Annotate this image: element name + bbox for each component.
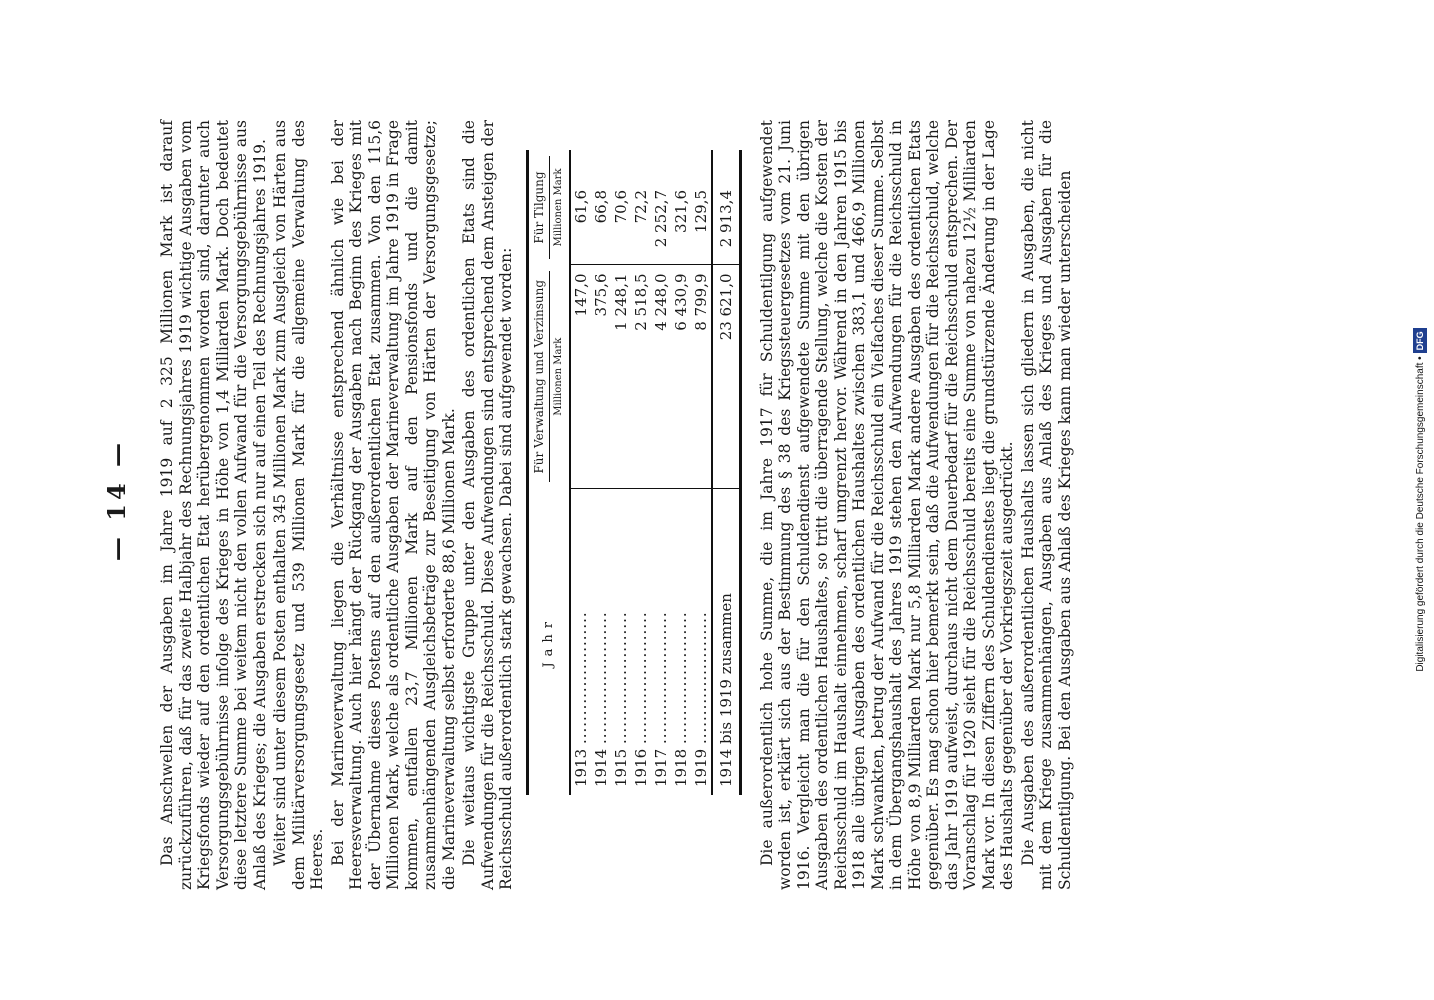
year-cell: 1919 ....................... [691, 611, 710, 787]
paragraph: Die außerordentlich hohe Summe, die im Jahre 1917 für Schuldentilgung aufgewendet worden ist, erklärt sich aus der Bestimmung des § 38 des Kriegssteuergesetzes vom 21. Juni 1916. Vergleicht man die für den Schuldendienst aufgewendete Summe mit den übrigen Ausgaben des ordentlichen Haushaltes, so tritt die überragende Stellung, welche die Kosten der Reichsschuld im Haushalt einnehmen, scharf umgrenzt hervor. Während in den Jahren 1915 bis 1918 alle übrigen Ausgaben des ordentlichen Haushaltes zwischen 383,1 und 466,9 Millionen Mark schwankten, betrug der Aufwand für die Reichsschuld ein Vielfaches dieser Summe. Selbst in dem Übergangshaushalt des Jahres 1919 stehen den Aufwendungen für die Reichsschuld in Höhe von 8,9 Milliarden Mark nur 5,8 Milliarden Mark andere Ausgaben des ordentlichen Etats gegenüber. Es mag schon hier bemerkt sein, daß die Aufwendungen für die Reichsschuld, welche das Jahr 1919 aufweist, durchaus nicht dem Dauerbedarf für die Reichsschuld entsprechen. Der Voranschlag für 1920 sieht für die Reichsschuld bereits eine Summe von nahezu 12½ Milliarden Mark vor. In diesen Ziffern des Schuldendienstes liegt die grundstürzende Änderung in der Lage des Haushalts gegenüber der Vorkriegszeit ausgedrückt. [757, 120, 1016, 890]
scanned-page [100, 0, 1300, 1000]
total-repayment: 2 913,4 [712, 150, 741, 265]
paragraph: Weiter sind unter diesem Posten enthalten 345 Millionen Mark zum Ausgleich von Härten aus dem Militärversorgungsgesetz und 539 Millionen Mark für die allgemeine Verwaltung des Heeres. [271, 120, 326, 890]
col-header-repayment [527, 150, 570, 265]
debt-expenditure-table [526, 150, 742, 795]
total-label: 1914 bis 1919 zusammen [712, 489, 741, 796]
year-cell: 1915 ....................... [611, 611, 630, 787]
repayment-cell: 129,5 [691, 150, 712, 265]
col-header-unit: Millionen Mark [549, 271, 566, 483]
year-cell: 1917 ....................... [651, 611, 670, 787]
digitization-credit [1412, 0, 1430, 1000]
table-row [570, 150, 591, 795]
credit-text: Digitalisierung gefördert durch die Deutsche Forschungsgemeinschaft • [1415, 356, 1426, 672]
interest-cell: 8 799,9 [691, 265, 712, 489]
paragraph: Die Ausgaben des außerordentlichen Haushalts lassen sich gliedern in Ausgaben, die nicht mit dem Kriege zusammenhängen, Ausgaben aus Anlaß des Krieges und Ausgaben für die Schuldentilgung. Bei den Ausgaben aus Anlaß des Krieges kann man wieder unterscheiden [1018, 120, 1074, 890]
repayment-cell: 66,8 [591, 150, 611, 265]
table-row [591, 150, 611, 795]
col-header-interest [527, 265, 570, 489]
year-cell: 1918 ....................... [671, 611, 690, 787]
paragraph: Bei der Marineverwaltung liegen die Verhältnisse entsprechend ähnlich wie bei der Heeresverwaltung. Auch hier hängt der Rückgang der Ausgaben nach Beginn des Krieges mit der Übernahme dieses Postens auf den außerordentlichen Etat zusammen. Von den 115,6 Millionen Mark, welche als ordentliche Ausgaben der Marineverwaltung im Jahre 1919 in Frage kommen, entfallen 23,7 Millionen Mark auf den Pensionsfonds und die damit zusammenhängenden Ausgleichsbeträge zur Beseitigung von Härten der Versorgungsgesetze; die Marineverwaltung selbst erforderte 88,6 Millionen Mark. [328, 120, 458, 890]
dfg-logo: DFG [1413, 328, 1427, 353]
repayment-cell: 70,6 [611, 150, 631, 265]
year-cell: 1916 ....................... [631, 611, 650, 787]
col-header-unit: Millionen Mark [549, 156, 566, 259]
page-body [158, 120, 1076, 890]
page-number: — 14 — [102, 438, 131, 562]
table-row [691, 150, 712, 795]
paragraph: Das Anschwellen der Ausgaben im Jahre 1919 auf 2 325 Millionen Mark ist darauf zurückzuführen, daß für das zweite Halbjahr des Rechnungsjahres 1919 wichtige Ausgaben vom Kriegsfonds wieder auf den ordentlichen Etat herübergenommen worden sind, darunter auch Versorgungsgebührnisse infolge des Krieges in Höhe von 1,4 Milliarden Mark. Doch bedeutet diese letztere Summe bei weitem nicht den vollen Aufwand für die Versorgungsgebührnisse aus Anlaß des Krieges; die Ausgaben erstrecken sich nur auf einen Teil des Rechnungsjahres 1919. [158, 120, 269, 890]
col-header-interest-label: Für Verwaltung und Verzinsung [531, 279, 546, 474]
interest-cell: 1 248,1 [611, 265, 631, 489]
interest-cell: 4 248,0 [651, 265, 671, 489]
year-cell: 1914 ....................... [591, 611, 610, 787]
col-header-year: Jahr [527, 489, 570, 796]
interest-cell: 2 518,5 [631, 265, 651, 489]
repayment-cell: 2 252,7 [651, 150, 671, 265]
total-interest: 23 621,0 [712, 265, 741, 489]
table-row [611, 150, 631, 795]
repayment-cell: 61,6 [570, 150, 591, 265]
interest-cell: 6 430,9 [671, 265, 691, 489]
table-total-row [712, 150, 741, 795]
table-row [651, 150, 671, 795]
col-header-repayment-label: Für Tilgung [531, 171, 546, 244]
year-cell: 1913 ....................... [571, 611, 590, 787]
paragraph: Die weitaus wichtigste Gruppe unter den Ausgaben des ordentlichen Etats sind die Aufwendungen für die Reichsschuld. Diese Aufwendungen sind entsprechend dem Ansteigen der Reichsschuld außerordentlich stark gewachsen. Dabei sind aufgewendet worden: [460, 120, 515, 890]
repayment-cell: 72,2 [631, 150, 651, 265]
interest-cell: 375,6 [591, 265, 611, 489]
interest-cell: 147,0 [570, 265, 591, 489]
repayment-cell: 321,6 [671, 150, 691, 265]
table-row [671, 150, 691, 795]
table-row [631, 150, 651, 795]
